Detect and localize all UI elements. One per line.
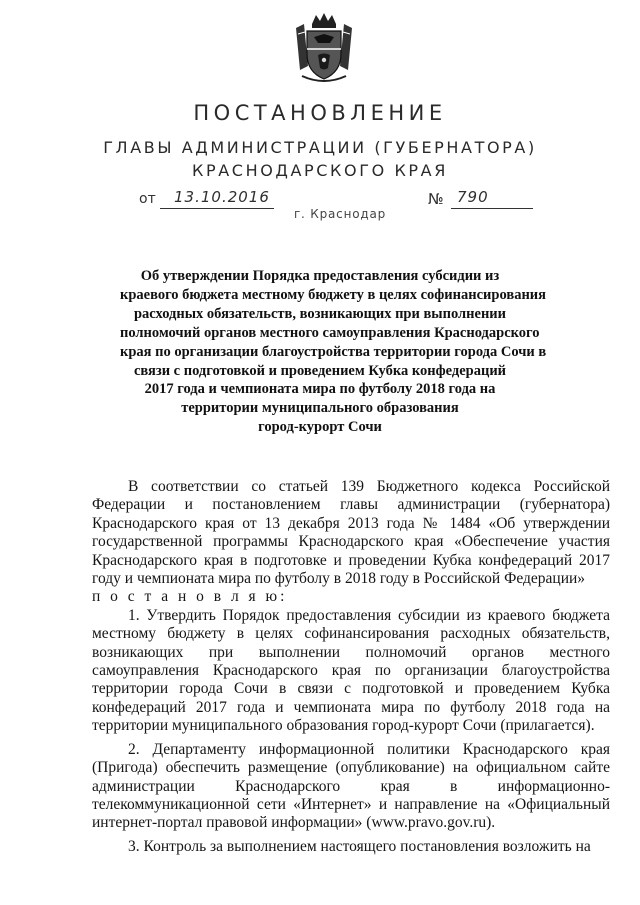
title-line: Об утверждении Порядка предоставления субсидии из (140, 268, 500, 284)
preamble-paragraph: В соответствии со статьей 139 Бюджетного кодекса Российской Федерации и постановлением главы администрации (губернатора) Краснодарского края от 13 декабря 2013 года № 1484 «Об утверждении государственной программы Краснодарского края «Обеспечение участия Краснодарского края в подготовке и проведении Кубка конфедераций 2017 году и чемпионата мира по футболу в 2018 году в Российской Федерации» (92, 478, 610, 588)
document-type-heading: ПОСТАНОВЛЕНИЕ (193, 101, 447, 125)
decree-word: п о с т а н о в л я ю: (92, 588, 288, 606)
number-value: 790 (451, 188, 533, 209)
title-line: полномочий органов местного самоуправления Краснодарского (120, 324, 540, 341)
title-line: 2017 года и чемпионата мира по футболу 2018 года на (144, 381, 496, 398)
item-3-paragraph: 3. Контроль за выполнением настоящего постановления возложить на (128, 837, 591, 855)
title-line: город-курорт Сочи (258, 419, 382, 436)
title-line: расходных обязательств, возникающих при выполнении (133, 305, 507, 322)
coat-of-arms-emblem (290, 10, 358, 86)
document-body (92, 478, 610, 856)
title-line: края по организации благоустройства территории города Сочи в (120, 343, 547, 360)
date-value: 13.10.2016 (160, 188, 274, 209)
item-1-paragraph: 1. Утвердить Порядок предоставления субсидии из краевого бюджета местному бюджету в целях софинансирования расходных обязательств, возникающих при выполнении полномочий органов местного самоуправления Краснодарского края по организации благоустройства территории города Сочи в связи с подготовкой и проведением Кубка конфедераций 2017 года и чемпионата мира по футболу 2018 года на территории муниципального образования город-курорт Сочи (прилагается). (92, 606, 610, 735)
title-line: краевого бюджета местному бюджету в целях софинансирования (120, 286, 546, 303)
title-line: территории муниципального образования (181, 400, 459, 417)
authority-line-1: ГЛАВЫ АДМИНИСТРАЦИИ (ГУБЕРНАТОРА) (103, 138, 537, 157)
city-label: г. Краснодар (293, 207, 387, 221)
authority-line-2: КРАСНОДАРСКОГО КРАЯ (192, 161, 448, 180)
title-line: связи с подготовкой и проведением Кубка конфедераций (133, 362, 507, 379)
date-label: от (139, 191, 156, 207)
document-title (120, 267, 547, 437)
number-label: № (428, 190, 444, 208)
item-2-paragraph: 2. Департаменту информационной политики Краснодарского края (Пригода) обеспечить размещение (опубликование) на официальном сайте администрации Краснодарского края в информационно-телекоммуникационной сети «Интернет» и направление на «Официальный интернет-портал правовой информации» (www.pravo.gov.ru). (92, 740, 610, 832)
